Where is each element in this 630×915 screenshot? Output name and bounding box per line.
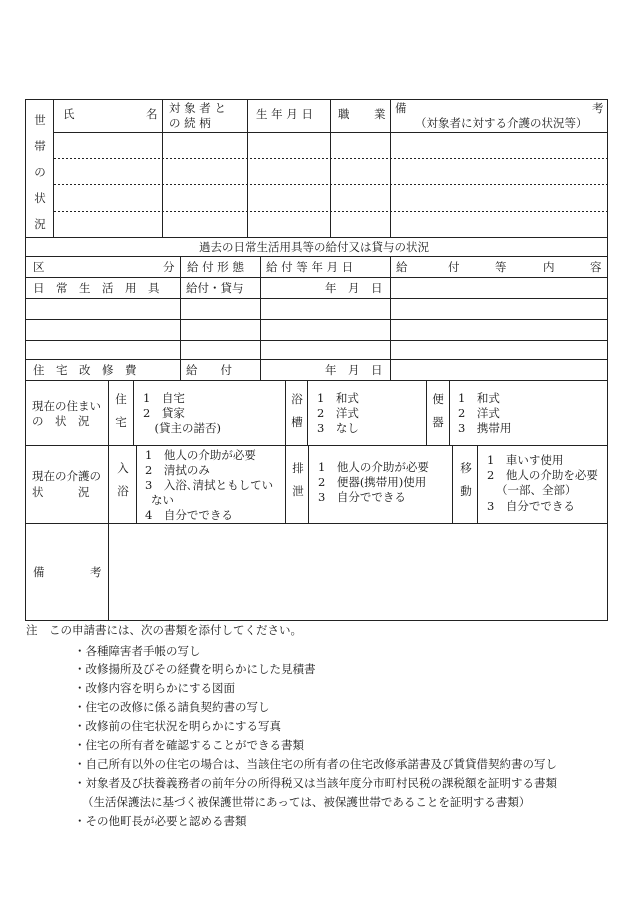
care-label-line2: 状 況: [32, 485, 90, 499]
history-col-form: 給 付 形 態: [187, 260, 244, 274]
history-col-date: 給 付 等 年 月 日: [266, 260, 354, 274]
col-name-b: 名: [146, 107, 158, 121]
residence-label-line1: 現在の住まい: [32, 399, 101, 413]
col-birthdate: 生 年 月 日: [256, 107, 313, 121]
history-row-housing-form: 給 付: [186, 363, 232, 377]
col-job-a: 職: [338, 107, 350, 121]
care-label-line1: 現在の介護の: [32, 469, 101, 483]
care-excretion-option-2: 2 便器(携帯用)使用: [318, 475, 427, 489]
residence-bath-option-1: 1 和式: [317, 391, 359, 405]
notes-item: ・各種障害者手帳の写し: [74, 644, 201, 658]
care-bathing-option-1: 1 他人の介助が必要: [145, 448, 256, 462]
residence-house-option-3: (貸主の諾否): [143, 421, 221, 435]
residence-toilet-option-3: 3 携帯用: [458, 421, 512, 435]
care-moving-option-3: 3 自分でできる: [487, 499, 575, 513]
history-title: 過去の日常生活用具等の給付又は貸与の状況: [199, 240, 429, 254]
household-side-label: 世 帯 の 状 況: [34, 113, 46, 231]
col-remarks-b: 考: [592, 101, 604, 115]
notes-heading: 注 この申請書には、次の書類を添付してください。: [26, 623, 302, 637]
history-row-equipment-date: 年 月 日: [325, 281, 383, 295]
notes-item: ・住宅の改修に係る請負契約書の写し: [74, 700, 270, 714]
history-row-equipment-form: 給付・貸与: [186, 281, 244, 295]
residence-house-option-2: 2 貸家: [143, 406, 185, 420]
care-bathing-option-3-cont: ない: [151, 493, 174, 507]
care-moving-option-1: 1 車いす使用: [487, 453, 564, 467]
residence-label-line2: の 状 況: [32, 414, 90, 428]
col-job-b: 業: [374, 107, 386, 121]
history-col-content-3: 等: [495, 260, 507, 274]
notes-item: ・その他町長が必要と認める書類: [74, 814, 247, 828]
care-bathing-option-4: 4 自分でできる: [145, 508, 233, 522]
notes-item: ・改修前の住宅状況を明らかにする写真: [74, 719, 281, 733]
care-bathing-option-2: 2 清拭のみ: [145, 463, 210, 477]
history-row-equipment-label: 日 常 生 活 用 具: [33, 281, 160, 295]
col-relation-line1: 対 象 者 と: [169, 101, 226, 115]
residence-bath-option-3: 3 なし: [317, 421, 359, 435]
history-col-content-4: 内: [543, 260, 555, 274]
care-bathing-option-3: 3 入浴､清拭ともしてい: [145, 478, 274, 492]
residence-toilet-label: 便 器: [432, 392, 444, 429]
residence-toilet-option-2: 2 洋式: [458, 406, 500, 420]
col-remarks-sub: （対象者に対する介護の状況等）: [415, 116, 588, 130]
col-relation-line2: の 続 柄: [169, 116, 211, 130]
notes-item-subnote: （生活保護法に基づく被保護世帯にあっては、被保護世帯であることを証明する書類）: [82, 795, 531, 809]
care-excretion-option-3: 3 自分でできる: [318, 490, 406, 504]
history-col-category-b: 分: [163, 260, 175, 274]
history-col-category-a: 区: [33, 260, 45, 274]
residence-bath-option-2: 2 洋式: [317, 406, 359, 420]
notes-item: ・自己所有以外の住宅の場合は、当該住宅の所有者の住宅改修承諾書及び賃貸借契約書の写し: [74, 757, 557, 771]
residence-bath-label: 浴 槽: [291, 392, 303, 429]
history-col-content-5: 容: [590, 260, 602, 274]
remarks-label-a: 備: [33, 565, 45, 579]
col-name-a: 氏: [63, 107, 75, 121]
residence-house-option-1: 1 自宅: [143, 391, 185, 405]
history-row-housing-label: 住 宅 改 修 費: [33, 363, 137, 377]
notes-item: ・住宅の所有者を確認することができる書類: [74, 738, 304, 752]
notes-item: ・改修揚所及びその経費を明らかにした見積書: [74, 662, 316, 676]
notes-item: ・改修内容を明らかにする図面: [74, 681, 235, 695]
care-moving-option-2: 2 他人の介助を必要: [487, 468, 598, 482]
remarks-label-b: 考: [90, 565, 102, 579]
residence-house-label: 住 宅: [115, 392, 127, 429]
notes-item: ・対象者及び扶養義務者の前年分の所得税又は当該年度分市町村民税の課税額を証明する書類: [74, 776, 557, 790]
col-remarks-a: 備: [395, 101, 407, 115]
care-excretion-option-1: 1 他人の介助が必要: [318, 460, 429, 474]
history-col-content-2: 付: [448, 260, 460, 274]
residence-toilet-option-1: 1 和式: [458, 391, 500, 405]
history-col-content-1: 給: [396, 260, 408, 274]
care-moving-label: 移 動: [460, 461, 472, 498]
history-row-housing-date: 年 月 日: [325, 363, 383, 377]
care-bathing-label: 入 浴: [117, 461, 129, 498]
care-excretion-label: 排 泄: [292, 461, 304, 498]
care-moving-option-2-cont: （一部、全部）: [496, 483, 577, 497]
